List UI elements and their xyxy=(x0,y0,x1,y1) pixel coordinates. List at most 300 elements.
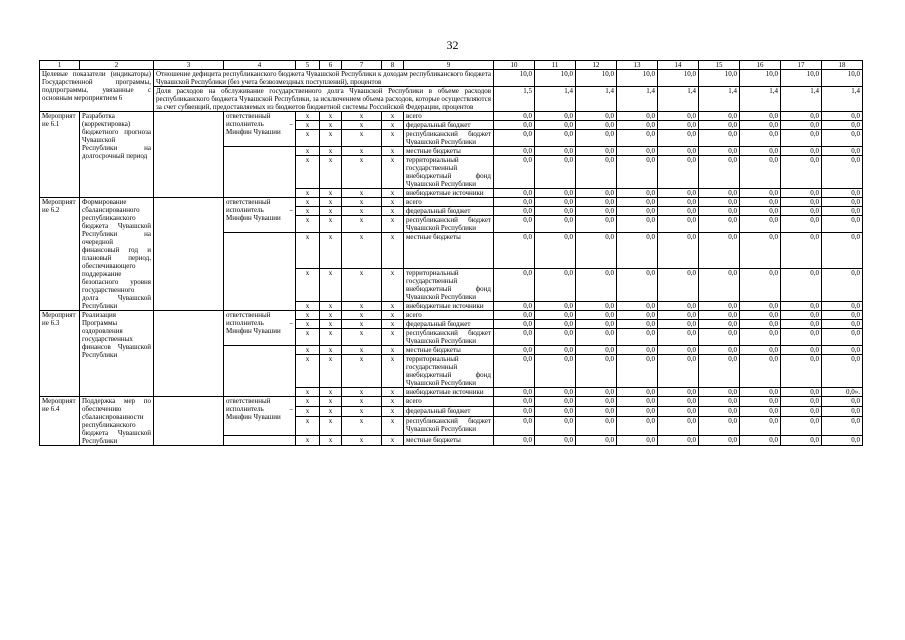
measure-executor: ответственный исполнитель – Минфин Чувашии xyxy=(224,311,296,346)
funding-value: 0,0 xyxy=(576,207,617,216)
funding-value: 0,0 xyxy=(494,147,535,156)
funding-value: 0,0 xyxy=(535,346,576,355)
empty-cell xyxy=(224,233,296,311)
measure-label: Мероприятие 6.1 xyxy=(40,112,80,198)
indicator-text: Доля расходов на обслуживание государственного долга Чувашской Республики в объеме расходов республиканского бюджета Чувашской Республики, за исключением объема расходов, которые осуществляются за счет субвенций, предоставляемых из бюджетов бюджетной системы Российской Федерации, процентов xyxy=(154,87,494,112)
budget-code: x xyxy=(342,397,382,407)
funding-value: 0,0 xyxy=(658,121,699,130)
funding-value: 0,0 xyxy=(535,329,576,346)
funding-value: 0,0 xyxy=(822,112,863,121)
funding-value: 0,0 xyxy=(494,417,535,436)
funding-source: федеральный бюджет xyxy=(404,121,494,130)
funding-source: местные бюджеты xyxy=(404,346,494,355)
indicator-value: 10,0 xyxy=(781,70,822,87)
empty-cell xyxy=(154,311,224,397)
funding-value: 0,0 xyxy=(494,112,535,121)
measure-name: Формирование сбалансированного республиканского бюджета Чувашской Республики на очередной финансовый год и плановый период, обеспечивающего поддержание безопасного уровня государственного долга Чувашской Республики xyxy=(80,198,154,311)
funding-value: 0,0 xyxy=(822,397,863,407)
funding-value: 0,0 xyxy=(494,435,535,445)
funding-value: 0,0 xyxy=(658,156,699,189)
column-number: 4 xyxy=(224,61,296,70)
funding-value: 0,0 xyxy=(617,320,658,329)
funding-value: 0,0 xyxy=(740,388,781,397)
budget-code: x xyxy=(342,355,382,388)
budget-code: x xyxy=(382,147,404,156)
column-number: 14 xyxy=(658,61,699,70)
budget-code: x xyxy=(342,329,382,346)
budget-code: x xyxy=(342,320,382,329)
measure-label: Мероприятие 6.4 xyxy=(40,397,80,446)
funding-value: 0,0 xyxy=(699,302,740,311)
funding-value: 0,0 xyxy=(576,198,617,207)
measure-row xyxy=(40,198,863,207)
indicator-value: 10,0 xyxy=(658,70,699,87)
budget-code: x xyxy=(342,269,382,302)
indicator-value: 1,5 xyxy=(494,87,535,112)
funding-value: 0,0 xyxy=(576,311,617,320)
funding-source: внебюджетные источники xyxy=(404,189,494,198)
funding-value: 0,0 xyxy=(658,417,699,436)
funding-value: 0,0 xyxy=(822,269,863,302)
funding-value: 0,0 xyxy=(699,311,740,320)
funding-value: 0,0 xyxy=(535,147,576,156)
funding-value: 0,0 xyxy=(822,198,863,207)
funding-source: федеральный бюджет xyxy=(404,207,494,216)
budget-code: x xyxy=(382,216,404,233)
funding-value: 0,0 xyxy=(494,397,535,407)
budget-code: x xyxy=(296,302,320,311)
funding-value: 0,0 xyxy=(535,269,576,302)
funding-value: 0,0 xyxy=(781,355,822,388)
column-number: 17 xyxy=(781,61,822,70)
funding-value: 0,0 xyxy=(658,397,699,407)
funding-value: 0,0 xyxy=(535,311,576,320)
budget-code: x xyxy=(342,388,382,397)
funding-value: 0,0 xyxy=(699,269,740,302)
empty-cell xyxy=(154,112,224,198)
funding-value: 0,0 xyxy=(576,329,617,346)
funding-value: 0,0 xyxy=(494,407,535,417)
funding-value: 0,0 xyxy=(822,417,863,436)
column-number: 9 xyxy=(404,61,494,70)
indicator-row xyxy=(40,87,863,112)
funding-value: 0,0 xyxy=(781,407,822,417)
budget-code: x xyxy=(320,435,342,445)
budget-code: x xyxy=(296,329,320,346)
funding-value: 0,0 xyxy=(740,417,781,436)
indicator-value: 10,0 xyxy=(576,70,617,87)
column-number: 7 xyxy=(342,61,382,70)
budget-code: x xyxy=(320,156,342,189)
funding-value: 0,0 xyxy=(781,121,822,130)
measure-name: Реализация Программы оздоровления государственных финансов Чувашской Республики xyxy=(80,311,154,397)
budget-table xyxy=(39,60,863,446)
budget-code: x xyxy=(296,156,320,189)
budget-code: x xyxy=(342,207,382,216)
funding-value: 0,0 xyxy=(617,121,658,130)
empty-cell xyxy=(154,198,224,311)
funding-value: 0,0 xyxy=(658,355,699,388)
empty-cell xyxy=(224,435,296,445)
column-number: 13 xyxy=(617,61,658,70)
column-number: 3 xyxy=(154,61,224,70)
funding-value: 0,0 xyxy=(576,189,617,198)
column-number: 16 xyxy=(740,61,781,70)
column-number: 15 xyxy=(699,61,740,70)
funding-value: 0,0 xyxy=(699,198,740,207)
funding-value: 0,0 xyxy=(535,233,576,269)
indicator-value: 1,4 xyxy=(535,87,576,112)
funding-value: 0,0 xyxy=(822,189,863,198)
funding-value: 0,0 xyxy=(658,112,699,121)
budget-code: x xyxy=(382,329,404,346)
indicators-label: Целевые показатели (индикаторы) Государственной программы, подпрограммы, увязанные с основным мероприятием 6 xyxy=(40,70,154,112)
funding-value: 0,0 xyxy=(658,346,699,355)
funding-value: 0,0 xyxy=(822,329,863,346)
funding-value: 0,0 xyxy=(740,435,781,445)
page-number: 32 xyxy=(446,38,459,52)
budget-code: x xyxy=(320,388,342,397)
column-number: 5 xyxy=(296,61,320,70)
funding-value: 0,0 xyxy=(699,207,740,216)
budget-code: x xyxy=(382,302,404,311)
funding-value: 0,0 xyxy=(617,147,658,156)
indicator-value: 1,4 xyxy=(617,87,658,112)
funding-value: 0,0 xyxy=(781,216,822,233)
funding-value: 0,0 xyxy=(576,388,617,397)
funding-value: 0,0 xyxy=(535,435,576,445)
funding-value: 0,0 xyxy=(494,311,535,320)
budget-code: x xyxy=(296,112,320,121)
budget-code: x xyxy=(342,130,382,147)
budget-code: x xyxy=(342,302,382,311)
funding-value: 0,0 xyxy=(535,156,576,189)
funding-source: всего xyxy=(404,311,494,320)
funding-value: 0,0 xyxy=(494,130,535,147)
budget-code: x xyxy=(382,207,404,216)
indicator-value: 1,4 xyxy=(781,87,822,112)
funding-value: 0,0 xyxy=(658,311,699,320)
indicator-value: 1,4 xyxy=(822,87,863,112)
funding-value: 0,0 xyxy=(617,346,658,355)
funding-value: 0,0 xyxy=(740,216,781,233)
funding-value: 0,0 xyxy=(617,407,658,417)
funding-value: 0,0 xyxy=(617,311,658,320)
funding-value: 0,0 xyxy=(822,121,863,130)
funding-value: 0,0 xyxy=(576,233,617,269)
budget-code: x xyxy=(382,112,404,121)
budget-code: x xyxy=(382,130,404,147)
budget-code: x xyxy=(342,198,382,207)
budget-code: x xyxy=(320,130,342,147)
funding-value: 0,0 xyxy=(781,207,822,216)
funding-value: 0,0 xyxy=(781,130,822,147)
budget-code: x xyxy=(342,147,382,156)
funding-value: 0,0 xyxy=(617,269,658,302)
budget-code: x xyxy=(342,216,382,233)
funding-value: 0,0 xyxy=(617,329,658,346)
funding-value: 0,0 xyxy=(617,302,658,311)
funding-value: 0,0 xyxy=(535,388,576,397)
budget-code: x xyxy=(382,233,404,269)
funding-value: 0,0 xyxy=(740,302,781,311)
measure-row xyxy=(40,397,863,407)
funding-value: 0,0 xyxy=(699,346,740,355)
funding-value: 0,0 xyxy=(535,417,576,436)
funding-value: 0,0 xyxy=(822,311,863,320)
funding-value: 0,0 xyxy=(822,233,863,269)
budget-code: x xyxy=(320,269,342,302)
funding-value: 0,0 xyxy=(781,147,822,156)
budget-code: x xyxy=(296,147,320,156)
budget-code: x xyxy=(382,189,404,198)
column-number: 18 xyxy=(822,61,863,70)
funding-value: 0,0 xyxy=(617,233,658,269)
funding-source: внебюджетные источники xyxy=(404,388,494,397)
budget-code: x xyxy=(382,156,404,189)
column-number: 11 xyxy=(535,61,576,70)
funding-value: 0,0 xyxy=(658,388,699,397)
funding-value: 0,0 xyxy=(740,156,781,189)
funding-value: 0,0 xyxy=(576,269,617,302)
funding-value: 0,0 xyxy=(535,198,576,207)
column-number: 2 xyxy=(80,61,154,70)
funding-value: 0,0 xyxy=(494,189,535,198)
budget-code: x xyxy=(296,130,320,147)
funding-value: 0,0 xyxy=(576,355,617,388)
indicator-value: 10,0 xyxy=(822,70,863,87)
budget-code: x xyxy=(382,320,404,329)
measure-executor: ответственный исполнитель – Минфин Чувашии xyxy=(224,198,296,233)
empty-cell xyxy=(224,346,296,397)
budget-code: x xyxy=(296,311,320,320)
funding-value: 0,0 xyxy=(576,346,617,355)
budget-code: x xyxy=(296,407,320,417)
budget-code: x xyxy=(342,407,382,417)
funding-value: 0,0 xyxy=(617,198,658,207)
funding-value: 0,0 xyxy=(576,216,617,233)
budget-code: x xyxy=(296,189,320,198)
budget-code: x xyxy=(342,112,382,121)
funding-value: 0,0 xyxy=(617,207,658,216)
measure-executor: ответственный исполнитель – Минфин Чувашии xyxy=(224,112,296,147)
funding-value: 0,0 xyxy=(699,189,740,198)
column-number: 8 xyxy=(382,61,404,70)
funding-value: 0,0 xyxy=(535,355,576,388)
funding-value: 0,0 xyxy=(740,407,781,417)
funding-value: 0,0 xyxy=(822,435,863,445)
budget-code: x xyxy=(320,417,342,436)
budget-code: x xyxy=(320,112,342,121)
budget-code: x xyxy=(296,216,320,233)
funding-value: 0,0 xyxy=(494,233,535,269)
budget-code: x xyxy=(342,311,382,320)
funding-source: территориальный государственный внебюджетный фонд Чувашской Республики xyxy=(404,156,494,189)
budget-code: x xyxy=(320,207,342,216)
funding-value: 0,0 xyxy=(576,147,617,156)
budget-code: x xyxy=(382,346,404,355)
budget-code: x xyxy=(320,147,342,156)
funding-value: 0,0 xyxy=(576,397,617,407)
funding-value: 0,0 xyxy=(494,207,535,216)
column-number: 10 xyxy=(494,61,535,70)
funding-value: 0,0 xyxy=(781,329,822,346)
funding-value: 0,0 xyxy=(576,320,617,329)
funding-value: 0,0 xyxy=(494,329,535,346)
budget-code: x xyxy=(296,346,320,355)
funding-source: республиканский бюджет Чувашской Республики xyxy=(404,417,494,436)
funding-value: 0,0 xyxy=(535,130,576,147)
funding-value: 0,0 xyxy=(822,355,863,388)
budget-code: x xyxy=(320,302,342,311)
funding-value: 0,0 xyxy=(658,198,699,207)
funding-value: 0,0 xyxy=(494,346,535,355)
funding-value: 0,0 xyxy=(535,407,576,417)
funding-value: 0,0 xyxy=(699,355,740,388)
funding-value: 0,0 xyxy=(617,112,658,121)
funding-value: 0,0 xyxy=(740,346,781,355)
funding-value: 0,0 xyxy=(535,397,576,407)
indicator-value: 1,4 xyxy=(699,87,740,112)
funding-value: 0,0 xyxy=(576,407,617,417)
funding-value: 0,0 xyxy=(781,435,822,445)
funding-value: 0,0 xyxy=(781,233,822,269)
funding-value: 0,0 xyxy=(576,112,617,121)
funding-value: 0,0 xyxy=(822,346,863,355)
budget-code: x xyxy=(342,233,382,269)
funding-value: 0,0 xyxy=(535,189,576,198)
funding-value: 0,0 xyxy=(658,320,699,329)
funding-value: 0,0 xyxy=(781,189,822,198)
funding-value: 0,0 xyxy=(494,216,535,233)
budget-code: x xyxy=(296,320,320,329)
funding-value: 0,0 xyxy=(617,130,658,147)
funding-value: 0,0 xyxy=(740,121,781,130)
budget-code: x xyxy=(296,397,320,407)
funding-value: 0,0 xyxy=(822,216,863,233)
funding-value: 0,0 xyxy=(576,130,617,147)
funding-value: 0,0 xyxy=(822,130,863,147)
measure-row xyxy=(40,311,863,320)
budget-code: x xyxy=(296,198,320,207)
funding-value: 0,0 xyxy=(617,388,658,397)
funding-value: 0,0 xyxy=(699,329,740,346)
budget-code: x xyxy=(320,189,342,198)
funding-value: 0,0 xyxy=(740,112,781,121)
funding-source: местные бюджеты xyxy=(404,233,494,269)
funding-value: 0,0 xyxy=(740,198,781,207)
funding-value: 0,0 xyxy=(740,147,781,156)
column-number: 1 xyxy=(40,61,80,70)
measure-label: Мероприятие 6.2 xyxy=(40,198,80,311)
column-number-row xyxy=(40,61,863,70)
budget-code: x xyxy=(296,121,320,130)
budget-code: x xyxy=(342,189,382,198)
measure-label: Мероприятие 6.3 xyxy=(40,311,80,397)
funding-source: республиканский бюджет Чувашской Республики xyxy=(404,329,494,346)
funding-value: 0,0 xyxy=(781,112,822,121)
funding-source: внебюджетные источники xyxy=(404,302,494,311)
funding-value: 0,0 xyxy=(699,216,740,233)
funding-value: 0,0 xyxy=(617,355,658,388)
funding-value: 0,0 xyxy=(576,156,617,189)
funding-value: 0,0 xyxy=(658,302,699,311)
funding-value: 0,0 xyxy=(822,156,863,189)
budget-code: x xyxy=(320,198,342,207)
funding-value: 0,0 xyxy=(699,407,740,417)
funding-value: 0,0 xyxy=(617,397,658,407)
funding-source: местные бюджеты xyxy=(404,147,494,156)
funding-value: 0,0 xyxy=(535,207,576,216)
funding-value: 0,0 xyxy=(576,302,617,311)
funding-value: 0,0 xyxy=(699,130,740,147)
funding-source: республиканский бюджет Чувашской Республики xyxy=(404,130,494,147)
budget-code: x xyxy=(342,435,382,445)
funding-value: 0,0 xyxy=(781,302,822,311)
indicator-value: 10,0 xyxy=(740,70,781,87)
funding-value: 0,0 xyxy=(740,355,781,388)
budget-code: x xyxy=(382,198,404,207)
budget-code: x xyxy=(296,207,320,216)
funding-value: 0,0 xyxy=(781,269,822,302)
funding-value: 0,0 xyxy=(658,435,699,445)
budget-code: x xyxy=(382,417,404,436)
funding-value: 0,0 xyxy=(576,435,617,445)
measure-name: Разработка (корректировка) бюджетного прогноза Чувашской Республики на долгосрочный период xyxy=(80,112,154,198)
budget-code: x xyxy=(320,233,342,269)
funding-value: 0,0 xyxy=(535,302,576,311)
funding-value: 0,0 xyxy=(740,130,781,147)
empty-cell xyxy=(224,147,296,198)
budget-code: x xyxy=(296,435,320,445)
funding-value: 0,0 xyxy=(617,216,658,233)
funding-value: 0,0 xyxy=(494,121,535,130)
funding-source: федеральный бюджет xyxy=(404,407,494,417)
budget-code: x xyxy=(320,355,342,388)
budget-code: x xyxy=(320,311,342,320)
indicator-value: 10,0 xyxy=(617,70,658,87)
budget-code: x xyxy=(320,216,342,233)
funding-source: республиканский бюджет Чувашской Республики xyxy=(404,216,494,233)
funding-value: 0,0 xyxy=(535,121,576,130)
funding-value: 0,0 xyxy=(740,233,781,269)
measure-name: Поддержка мер по обеспечению сбалансированности республиканского бюджета Чувашской Республики xyxy=(80,397,154,446)
budget-code: x xyxy=(382,121,404,130)
funding-value: 0,0 xyxy=(740,207,781,216)
column-number: 12 xyxy=(576,61,617,70)
budget-code: x xyxy=(342,121,382,130)
funding-value: 0,0 xyxy=(494,198,535,207)
budget-code: x xyxy=(320,121,342,130)
funding-value: 0,0 xyxy=(699,397,740,407)
indicator-row xyxy=(40,70,863,87)
funding-value: 0,0 xyxy=(494,388,535,397)
funding-value: 0,0 xyxy=(781,417,822,436)
funding-source: местные бюджеты xyxy=(404,435,494,445)
indicator-text: Отношение дефицита республиканского бюджета Чувашской Республики к доходам республиканского бюджета Чувашской Республики (без учета безвозмездных поступлений), процентов xyxy=(154,70,494,87)
funding-value: 0,0 xyxy=(740,329,781,346)
funding-value: 0,0 xyxy=(617,156,658,189)
funding-value: 0,0 xyxy=(699,388,740,397)
funding-value: 0,0 xyxy=(781,320,822,329)
budget-code: x xyxy=(342,346,382,355)
budget-code: x xyxy=(320,346,342,355)
funding-value: 0,0 xyxy=(494,320,535,329)
funding-source: всего xyxy=(404,397,494,407)
funding-value: 0,0 xyxy=(617,417,658,436)
budget-code: x xyxy=(320,329,342,346)
funding-value: 0,0 xyxy=(658,207,699,216)
